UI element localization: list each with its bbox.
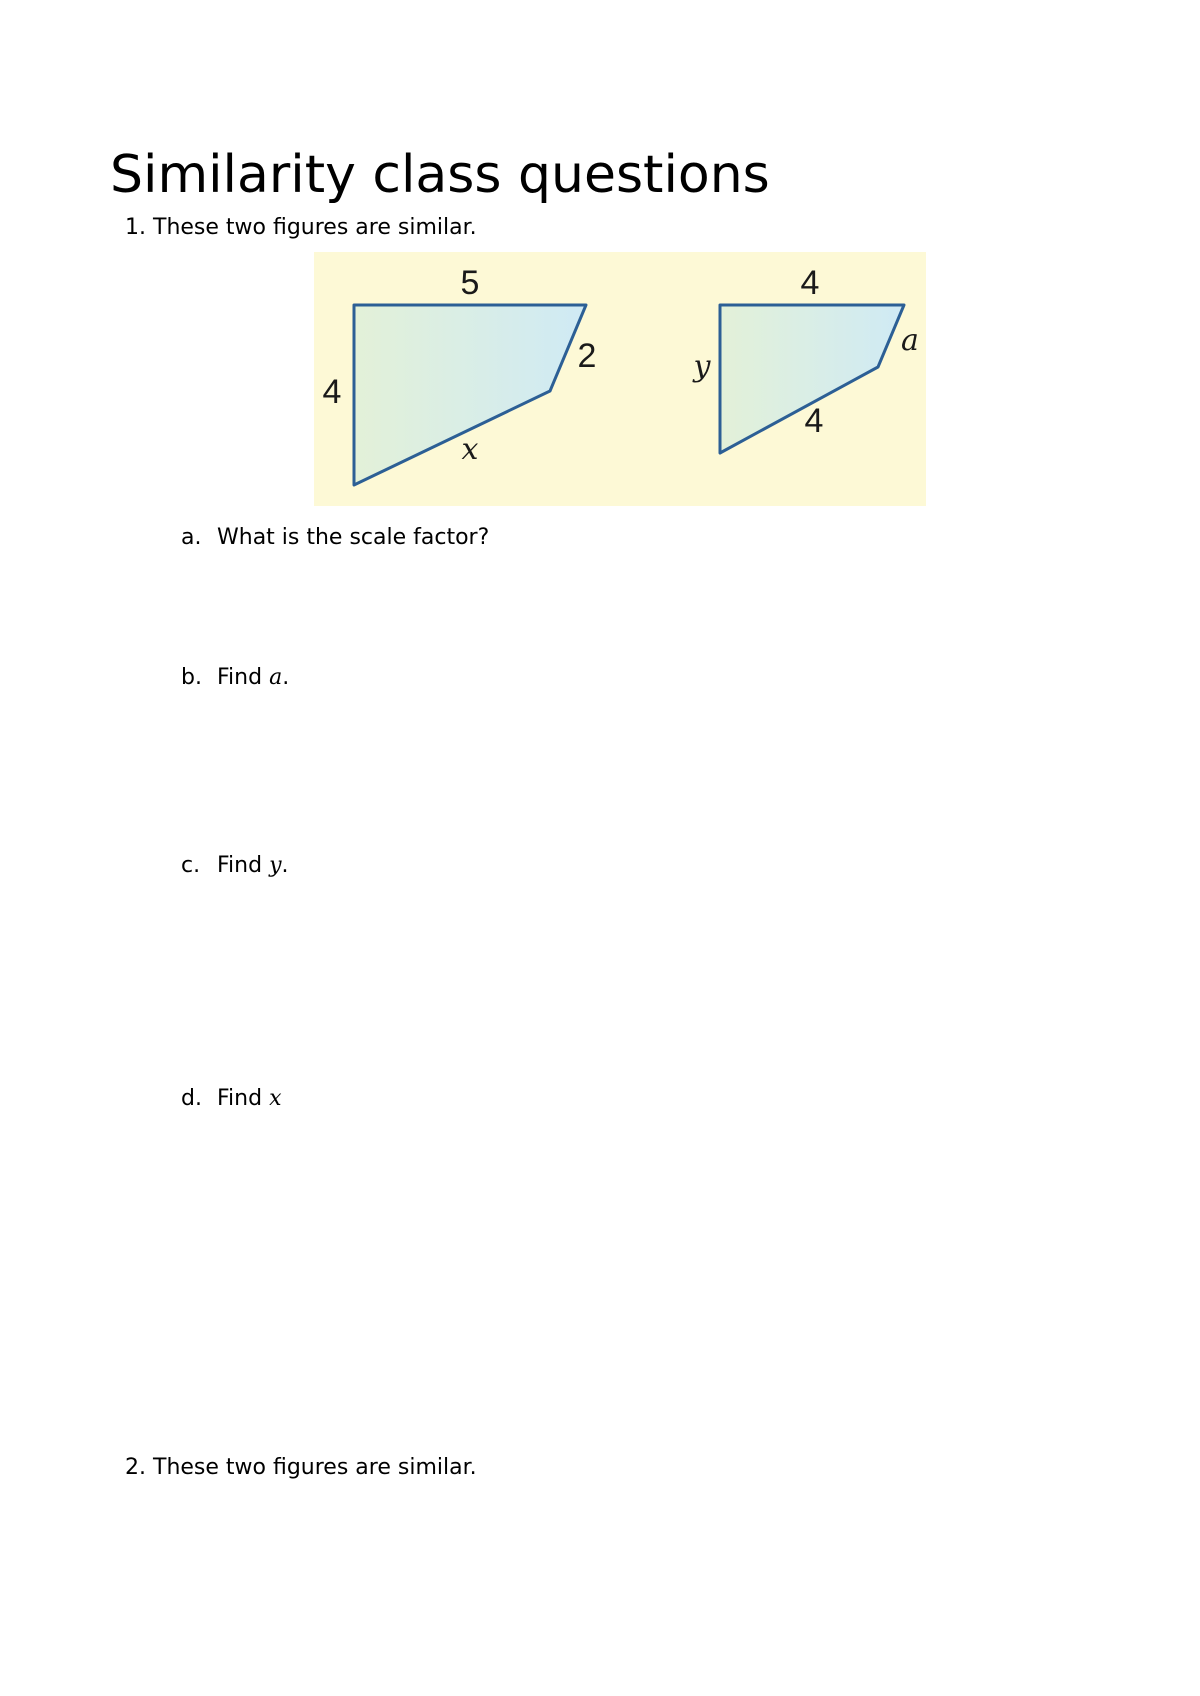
subquestion-c-variable: y: [269, 853, 282, 878]
subquestion-b-text: Find: [217, 665, 270, 690]
subquestion-d-variable: x: [269, 1086, 282, 1111]
subquestion-c-suffix: .: [281, 853, 289, 878]
subquestion-c-letter: c.: [181, 853, 201, 878]
question-1-number: 1.: [125, 215, 146, 240]
subquestion-b-suffix: .: [282, 665, 290, 690]
subquestion-a: [181, 524, 489, 552]
question-2: [110, 1454, 477, 1482]
right-slant-label: a: [901, 323, 919, 358]
subquestion-b: [181, 664, 289, 692]
page-title: Similarity class questions: [110, 145, 770, 205]
subquestion-a-text: What is the scale factor?: [217, 525, 490, 550]
subquestion-a-letter: a.: [181, 525, 202, 550]
left-bottom-label: x: [461, 432, 479, 467]
subquestion-b-variable: a: [269, 665, 283, 690]
question-2-number: 2.: [125, 1455, 146, 1480]
question-1-text: These two figures are similar.: [153, 215, 477, 240]
right-side-label: y: [693, 349, 711, 384]
question-2-text: These two figures are similar.: [153, 1455, 477, 1480]
left-side-label: 4: [322, 373, 342, 411]
subquestion-d-letter: d.: [181, 1086, 202, 1111]
subquestion-c: [181, 852, 289, 880]
subquestion-b-letter: b.: [181, 665, 202, 690]
similar-figures-diagram: [314, 252, 926, 506]
subquestion-d-text: Find: [217, 1086, 270, 1111]
question-1: [110, 214, 477, 242]
right-top-label: 4: [800, 264, 820, 302]
subquestion-c-text: Find: [217, 853, 270, 878]
left-top-label: 5: [460, 264, 480, 302]
left-slant-label: 2: [577, 337, 597, 375]
right-bottom-label: 4: [804, 402, 824, 440]
subquestion-d: [181, 1085, 282, 1113]
